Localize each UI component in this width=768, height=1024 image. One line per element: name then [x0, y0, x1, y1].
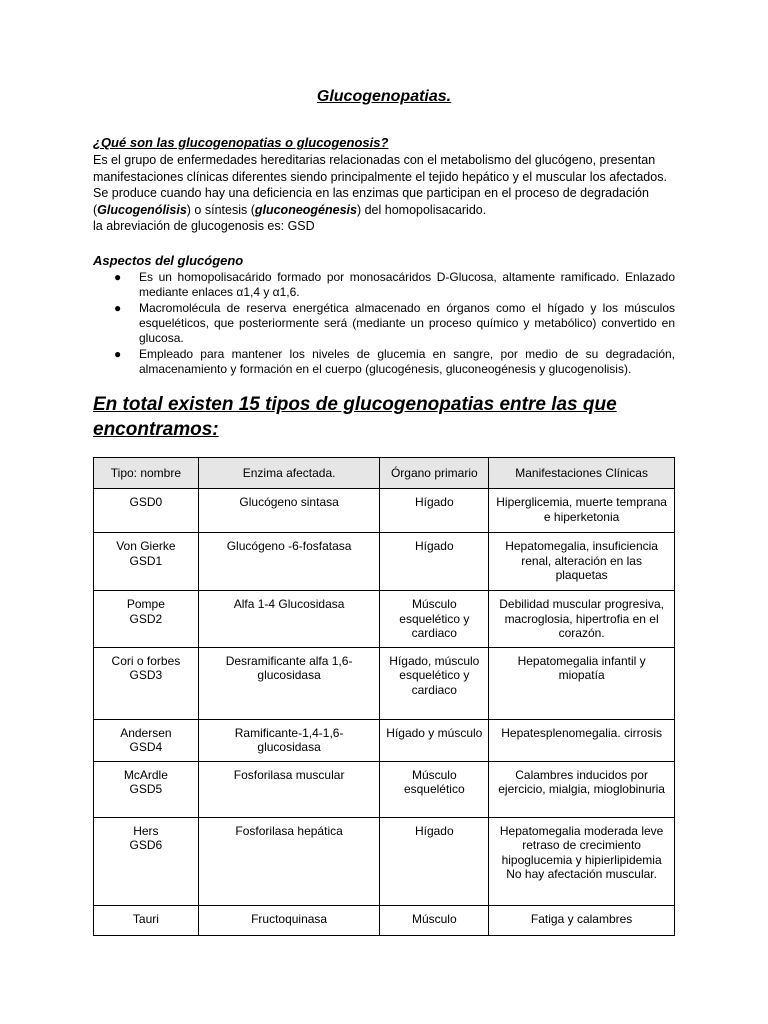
table-cell: Hepatomegalia moderada leve retraso de crecimiento hipoglucemia y hipierlipidemia No hay afectación muscular. — [489, 817, 675, 905]
table-cell: Tauri — [94, 905, 199, 935]
table-cell: Debilidad muscular progresiva, macroglosia, hipertrofia en el corazón. — [489, 591, 675, 648]
intro-line-2a: Se produce cuando hay una deficiencia en las enzimas que participan en el proceso de degradación ( — [93, 186, 649, 217]
table-row — [94, 905, 675, 935]
table-cell: Andersen GSD4 — [94, 719, 199, 761]
table-cell: Pompe GSD2 — [94, 591, 199, 648]
glucogenopatias-table — [93, 457, 675, 936]
table-cell: Hepatesplenomegalia. cirrosis — [489, 719, 675, 761]
table-cell: McArdle GSD5 — [94, 761, 199, 817]
intro-line-1: Es el grupo de enfermedades hereditarias relacionadas con el metabolismo del glucógeno, presentan manifestaciones clínicas diferentes siendo principalmente el tejido hepático y el muscular los afectados. — [93, 153, 667, 184]
aspectos-heading: Aspectos del glucógeno — [93, 253, 244, 268]
document-title: Glucogenopatias. — [316, 88, 452, 105]
col-header-tipo: Tipo: nombre — [94, 458, 199, 489]
col-header-organo: Órgano primario — [380, 458, 489, 489]
table-cell: Hepatomegalia, insuficiencia renal, alteración en las plaquetas — [489, 533, 675, 591]
table-cell: Glucógeno sintasa — [198, 489, 380, 533]
table-body — [94, 489, 675, 936]
table-cell: Hígado — [380, 533, 489, 591]
glucogenolisis-term: Glucogenólisis — [97, 202, 187, 217]
table-cell: Músculo esquelético — [380, 761, 489, 817]
table-row — [94, 719, 675, 761]
bullet-icon: ● — [114, 270, 122, 284]
list-item: ● Macromolécula de reserva energética almacenado en órganos como el hígado y los músculos esqueléticos, que posteriormente será (mediante un proceso químico y metabólico) convertido en glucosa. — [114, 301, 675, 345]
intro-paragraph — [93, 152, 683, 235]
table-cell: Hepatomegalia infantil y miopatía — [489, 647, 675, 719]
table-row — [94, 533, 675, 591]
bullet-icon: ● — [114, 301, 122, 315]
list-item: ● Empleado para mantener los niveles de glucemia en sangre, por medio de su degradación, almacenamiento y formación en el cuerpo (glucogénesis, gluconeogénesis y glucogenolisis). — [114, 347, 675, 376]
table-row — [94, 817, 675, 905]
bullet-icon: ● — [114, 347, 122, 361]
list-item: ● Es un homopolisacárido formado por monosacáridos D-Glucosa, altamente ramificado. Enlazado mediante enlaces α1,4 y α1,6. — [114, 270, 675, 299]
total-heading: En total existen 15 tipos de glucogenopatias entre las que encontramos: — [93, 394, 617, 440]
table-cell: Hiperglicemia, muerte temprana e hiperketonia — [489, 489, 675, 533]
table-cell: Alfa 1-4 Glucosidasa — [198, 591, 380, 648]
table-cell: Cori o forbes GSD3 — [94, 647, 199, 719]
intro-line-3: la abreviación de glucogenosis es: GSD — [93, 219, 315, 233]
table-cell: Hígado — [380, 817, 489, 905]
table-row — [94, 591, 675, 648]
table-cell: Músculo esquelético y cardiaco — [380, 591, 489, 648]
table-cell: Hígado y músculo — [380, 719, 489, 761]
col-header-manifestaciones: Manifestaciones Clínicas — [489, 458, 675, 489]
table-cell: Fatiga y calambres — [489, 905, 675, 935]
intro-line-2c: ) o síntesis ( — [186, 202, 255, 217]
intro-line-2d: ) del homopolisacarido. — [356, 202, 487, 217]
table-cell: Desramificante alfa 1,6-glucosidasa — [198, 647, 380, 719]
table-cell: Hers GSD6 — [94, 817, 199, 905]
table-cell: Músculo — [380, 905, 489, 935]
table-row — [94, 489, 675, 533]
table-cell: Hígado — [380, 489, 489, 533]
table-row — [94, 647, 675, 719]
table-cell: GSD0 — [94, 489, 199, 533]
table-cell: Ramificante-1,4-1,6-glucosidasa — [198, 719, 380, 761]
question-heading: ¿Qué son las glucogenopatias o glucogenosis? — [93, 135, 389, 150]
table-cell: Glucógeno -6-fosfatasa — [198, 533, 380, 591]
table-cell: Fosforilasa hepática — [198, 817, 380, 905]
table-cell: Von Gierke GSD1 — [94, 533, 199, 591]
aspectos-list — [93, 270, 675, 378]
col-header-enzima: Enzima afectada. — [198, 458, 380, 489]
table-cell: Calambres inducidos por ejercicio, mialgia, mioglobinuria — [489, 761, 675, 817]
gluconeogenesis-term: gluconeogénesis — [254, 202, 357, 217]
table-cell: Hígado, músculo esquelético y cardiaco — [380, 647, 489, 719]
table-cell: Fructoquinasa — [198, 905, 380, 935]
table-cell: Fosforilasa muscular — [198, 761, 380, 817]
table-row — [94, 761, 675, 817]
table-header-row — [94, 458, 675, 489]
